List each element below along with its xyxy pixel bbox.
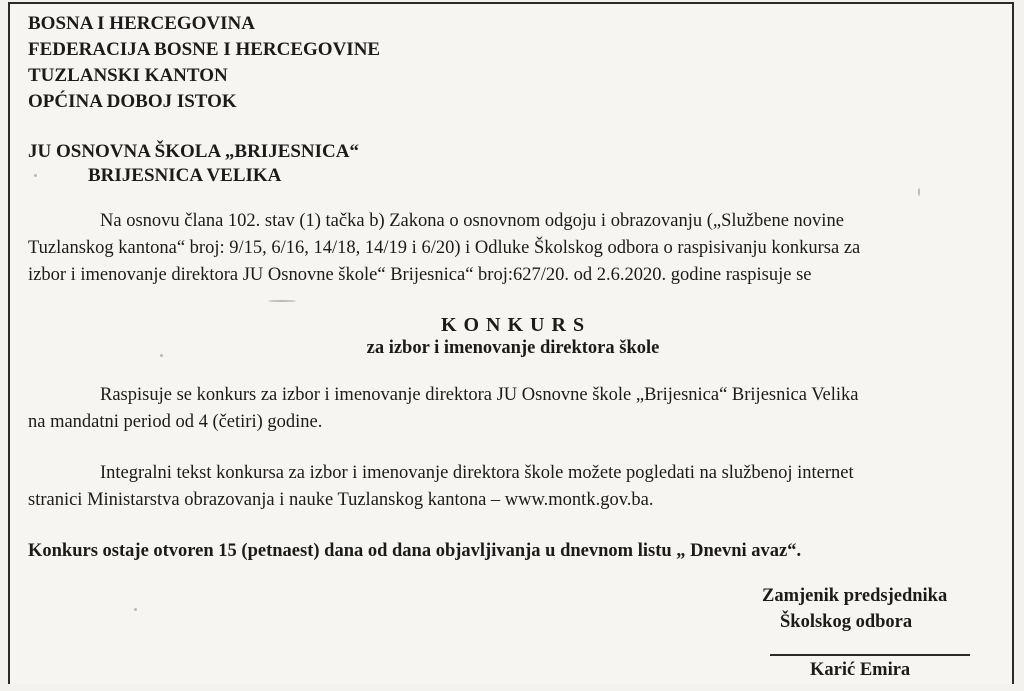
scan-speck bbox=[134, 608, 137, 611]
signature-title-line-2: Školskog odbora bbox=[780, 612, 913, 632]
body-p1-line-1: Raspisuje se konkurs za izbor i imenovanje direktora JU Osnovne škole „Brijesnica“ Brijesnica Velika bbox=[100, 385, 859, 405]
scan-speck bbox=[34, 174, 37, 177]
signature-line bbox=[770, 654, 970, 656]
document-title: K O N K U R S bbox=[440, 314, 586, 336]
closing-statement bbox=[28, 538, 988, 565]
signature-title-line-1: Zamjenik predsjednika bbox=[762, 586, 948, 606]
header-country: BOSNA I HERCEGOVINA bbox=[28, 13, 255, 34]
document-subtitle: za izbor i imenovanje direktora škole bbox=[366, 338, 660, 358]
header-place: BRIJESNICA VELIKA bbox=[88, 165, 282, 186]
closing-line: Konkurs ostaje otvoren 15 (petnaest) dana od dana objavljivanja u dnevnom listu „ Dnevni avaz“. bbox=[28, 541, 802, 561]
header-canton: TUZLANSKI KANTON bbox=[28, 65, 228, 86]
intro-line-3: izbor i imenovanje direktora JU Osnovne škole“ Brijesnica“ broj:627/20. od 2.6.2020. godine raspisuje se bbox=[28, 265, 812, 285]
intro-line-1: Na osnovu člana 102. stav (1) tačka b) Zakona o osnovnom odgoju i obrazovanju („Službene novine bbox=[100, 211, 844, 231]
header-school: JU OSNOVNA ŠKOLA „BRIJESNICA“ bbox=[28, 141, 359, 162]
body-p2-line-2: stranici Ministarstva obrazovanja i nauke Tuzlanskog kantona – www.montk.gov.ba. bbox=[28, 490, 654, 510]
body-paragraph-2 bbox=[28, 460, 988, 514]
body-paragraph-1 bbox=[28, 382, 988, 436]
intro-line-2: Tuzlanskog kantona“ broj: 9/15, 6/16, 14/18, 14/19 i 6/20) i Odluke Školskog odbora o raspisivanju konkursa za bbox=[28, 238, 861, 258]
header-federation: FEDERACIJA BOSNE I HERCEGOVINE bbox=[28, 39, 381, 60]
scan-speck bbox=[268, 300, 296, 302]
header-municipality: OPĆINA DOBOJ ISTOK bbox=[28, 91, 237, 112]
scan-speck bbox=[918, 188, 920, 196]
body-p2-line-1: Integralni tekst konkursa za izbor i imenovanje direktora škole možete pogledati na službenoj internet bbox=[100, 463, 854, 483]
scan-speck bbox=[160, 354, 163, 357]
intro-paragraph bbox=[28, 208, 988, 289]
body-p1-line-2: na mandatni period od 4 (četiri) godine. bbox=[28, 412, 323, 432]
signature-name: Karić Emira bbox=[810, 660, 911, 680]
document-page bbox=[8, 2, 1014, 684]
